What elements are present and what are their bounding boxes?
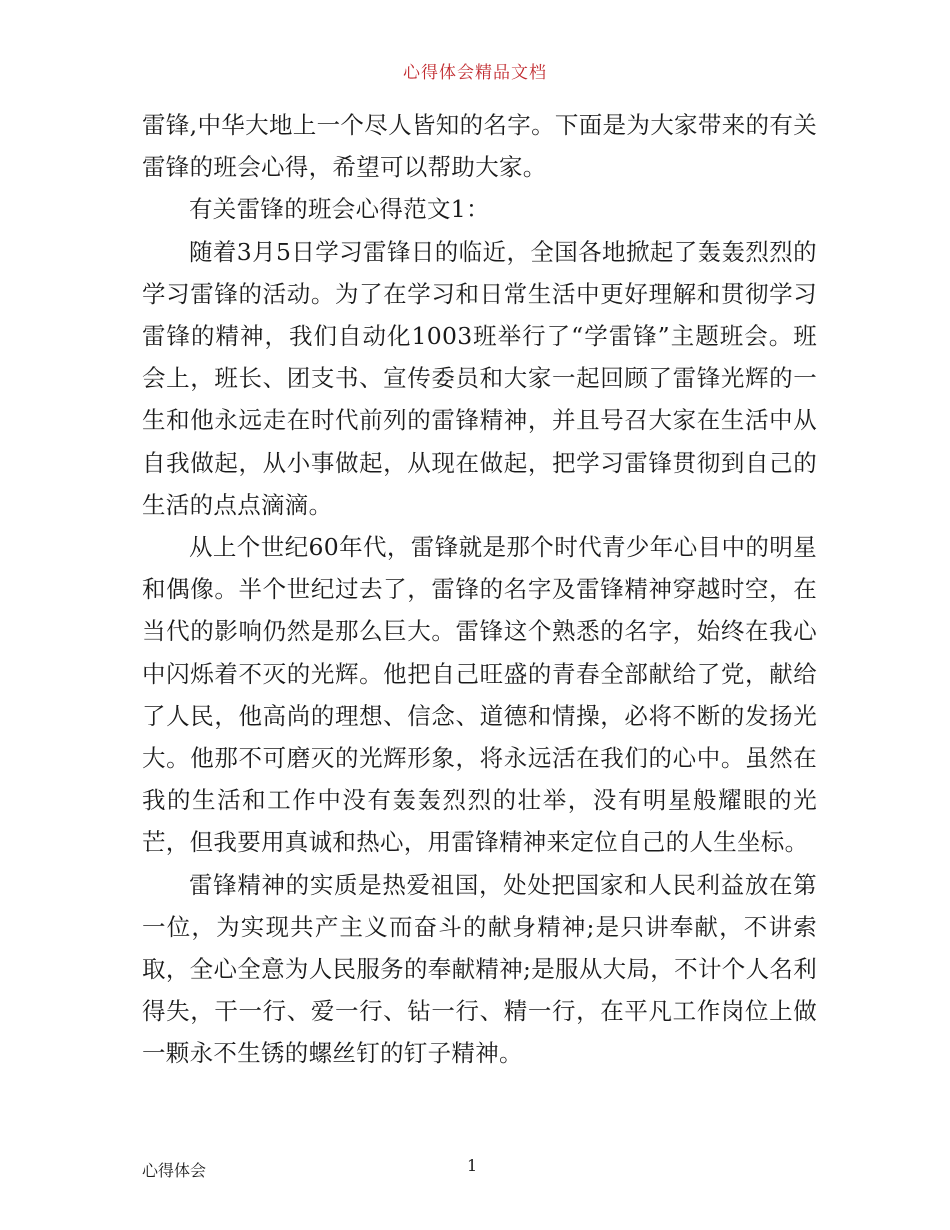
page-footer-label: 心得体会 xyxy=(142,1161,207,1180)
page-header-title: 心得体会精品文档 xyxy=(403,63,547,83)
paragraph-class-meeting: 随着3月5日学习雷锋日的临近，全国各地掀起了轰轰烈烈的学习雷锋的活动。为了在学习和日常生活中更好理解和贯彻学习雷锋的精神，我们自动化1003班举行了“学雷锋”主题班会。班会上，班长、团支书、宣传委员和大家一起回顾了雷锋光辉的一生和他永远走在时代前列的雷锋精神，并且号召大家在生活中从自我做起，从小事做起，从现在做起，把学习雷锋贯彻到自己的生活的点点滴滴。 xyxy=(142,237,817,519)
document-body xyxy=(142,104,817,1075)
paragraph-sample-heading: 有关雷锋的班会心得范文1： xyxy=(189,195,490,224)
paragraph-spirit-essence: 雷锋精神的实质是热爱祖国，处处把国家和人民利益放在第一位，为实现共产主义而奋斗的献身精神;是只讲奉献，不讲索取，全心全意为人民服务的奉献精神;是服从大局，不计个人名利得失，干一行、爱一行、钻一行、精一行，在平凡工作岗位上做一颗永不生锈的螺丝钉的钉子精神。 xyxy=(142,870,817,1068)
paragraph-idol: 从上个世纪60年代，雷锋就是那个时代青少年心目中的明星和偶像。半个世纪过去了，雷锋的名字及雷锋精神穿越时空，在当代的影响仍然是那么巨大。雷锋这个熟悉的名字，始终在我心中闪烁着不灭的光辉。他把自己旺盛的青春全部献给了党，献给了人民，他高尚的理想、信念、道德和情操，必将不断的发扬光大。他那不可磨灭的光辉形象，将永远活在我们的心中。虽然在我的生活和工作中没有轰轰烈烈的壮举，没有明星般耀眼的光芒，但我要用真诚和热心，用雷锋精神来定位自己的人生坐标。 xyxy=(142,533,817,857)
paragraph-intro: 雷锋,中华大地上一个尽人皆知的名字。下面是为大家带来的有关雷锋的班会心得，希望可以帮助大家。 xyxy=(142,111,817,182)
page-number: 1 xyxy=(467,1156,478,1175)
